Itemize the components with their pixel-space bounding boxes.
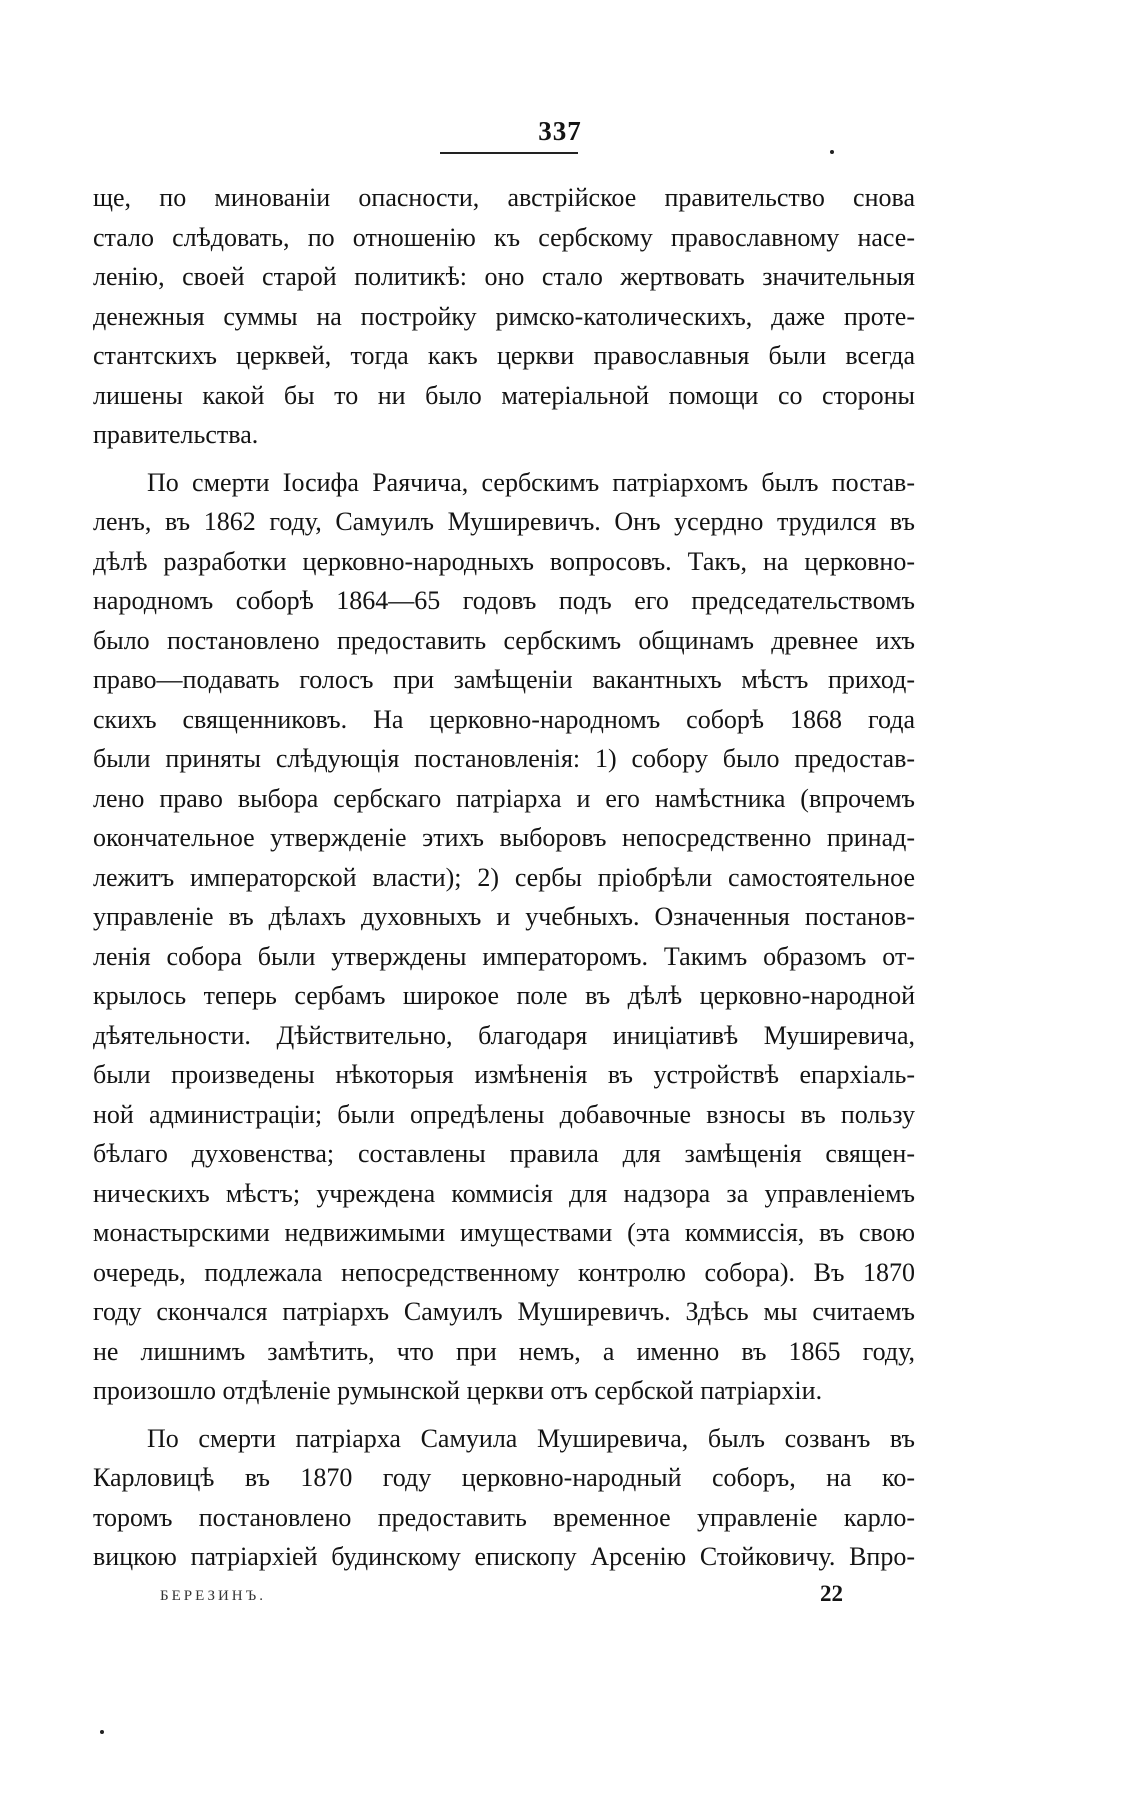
- text-line: торомъ постановлено предоставить временное управленіе карло-: [93, 1502, 915, 1532]
- text-line: ленія собора были утверждены императоромъ. Такимъ образомъ от-: [93, 941, 915, 971]
- text-line: были произведены нѣкоторыя измѣненія въ устройствѣ епархіаль-: [93, 1060, 915, 1089]
- paragraph: [93, 463, 915, 1411]
- text-line: ленъ, въ 1862 году, Самуилъ Муширевичъ. Онъ усердно трудился въ: [93, 507, 915, 536]
- footer-signature: БЕРЕЗИНЪ.: [160, 1588, 266, 1604]
- text-line: Карловицѣ въ 1870 году церковно-народный соборъ, на ко-: [93, 1463, 915, 1492]
- text-line: бѣлаго духовенства; составлены правила для замѣщенія священ-: [93, 1139, 915, 1168]
- text-line: произошло отдѣленіе румынской церкви отъ сербской патріархіи.: [93, 1376, 823, 1405]
- paragraph: [93, 1419, 915, 1577]
- footer-sheet-number: 22: [820, 1581, 843, 1606]
- text-line: управленіе въ дѣлахъ духовныхъ и учебныхъ. Означенныя постанов-: [93, 902, 915, 931]
- text-line: По смерти патріарха Самуила Муширевича, былъ созванъ въ: [147, 1423, 915, 1453]
- paragraph-gap: [93, 1411, 915, 1419]
- text-line: По смерти Іосифа Раячича, сербскимъ патріархомъ былъ постав-: [147, 467, 915, 497]
- text-line: народномъ соборѣ 1864—65 годовъ подъ его председательствомъ: [93, 586, 915, 615]
- text-line: ной администраціи; были опредѣлены добавочные взносы въ пользу: [93, 1099, 915, 1129]
- paragraph: [93, 178, 915, 455]
- text-line: очередь, подлежала непосредственному контролю собора). Въ 1870: [93, 1257, 915, 1287]
- text-line: году скончался патріархъ Самуилъ Муширевичъ. Здѣсь мы считаемъ: [93, 1297, 915, 1326]
- text-line: лено право выбора сербскаго патріарха и его намѣстника (впрочемъ: [93, 783, 915, 813]
- text-line: лишены какой бы то ни было матеріальной помощи со стороны: [93, 380, 915, 410]
- text-line: право—подавать голосъ при замѣщеніи вакантныхъ мѣстъ приход-: [93, 665, 915, 694]
- text-line: вицкою патріархіей будинскому епископу Арсенію Стойковичу. Впро-: [93, 1542, 915, 1571]
- text-line: крылось теперь сербамъ широкое поле въ дѣлѣ церковно-народной: [93, 981, 915, 1010]
- header-rule: [440, 152, 578, 154]
- text-line: дѣятельности. Дѣйствительно, благодаря иниціативѣ Муширевича,: [93, 1020, 915, 1050]
- text-line: были приняты слѣдующія постановленія: 1) собору было предостав-: [93, 744, 915, 773]
- text-line: ническихъ мѣстъ; учреждена коммисія для надзора за управленіемъ: [93, 1178, 915, 1208]
- page-number: 337: [538, 116, 582, 146]
- ink-speck: [100, 1730, 104, 1734]
- text-line: стало слѣдовать, по отношенію къ сербскому православному насе-: [93, 222, 915, 252]
- text-line: было постановлено предоставить сербскимъ общинамъ древнее ихъ: [93, 625, 915, 655]
- paragraph-gap: [93, 455, 915, 463]
- text-line: окончательное утвержденіе этихъ выборовъ непосредственно принад-: [93, 823, 915, 852]
- text-line: ще, по минованіи опасности, австрійское правительство снова: [93, 183, 915, 212]
- text-line: дѣлѣ разработки церковно-народныхъ вопросовъ. Такъ, на церковно-: [93, 546, 915, 576]
- text-line: скихъ священниковъ. На церковно-народномъ соборѣ 1868 года: [93, 704, 915, 734]
- text-line: не лишнимъ замѣтить, что при немъ, а именно въ 1865 году,: [93, 1336, 915, 1366]
- ink-speck: [830, 150, 834, 154]
- text-line: лежитъ императорской власти); 2) сербы пріобрѣли самостоятельное: [93, 862, 915, 892]
- body-text: [93, 178, 915, 1577]
- text-line: монастырскими недвижимыми имуществами (эта коммиссія, въ свою: [93, 1218, 915, 1247]
- text-line: стантскихъ церквей, тогда какъ церкви православныя были всегда: [93, 341, 915, 370]
- text-line: правительства.: [93, 420, 259, 449]
- text-line: денежныя суммы на постройку римско-католическихъ, даже проте-: [93, 301, 915, 331]
- text-line: ленію, своей старой политикѣ: оно стало жертвовать значительныя: [93, 262, 915, 291]
